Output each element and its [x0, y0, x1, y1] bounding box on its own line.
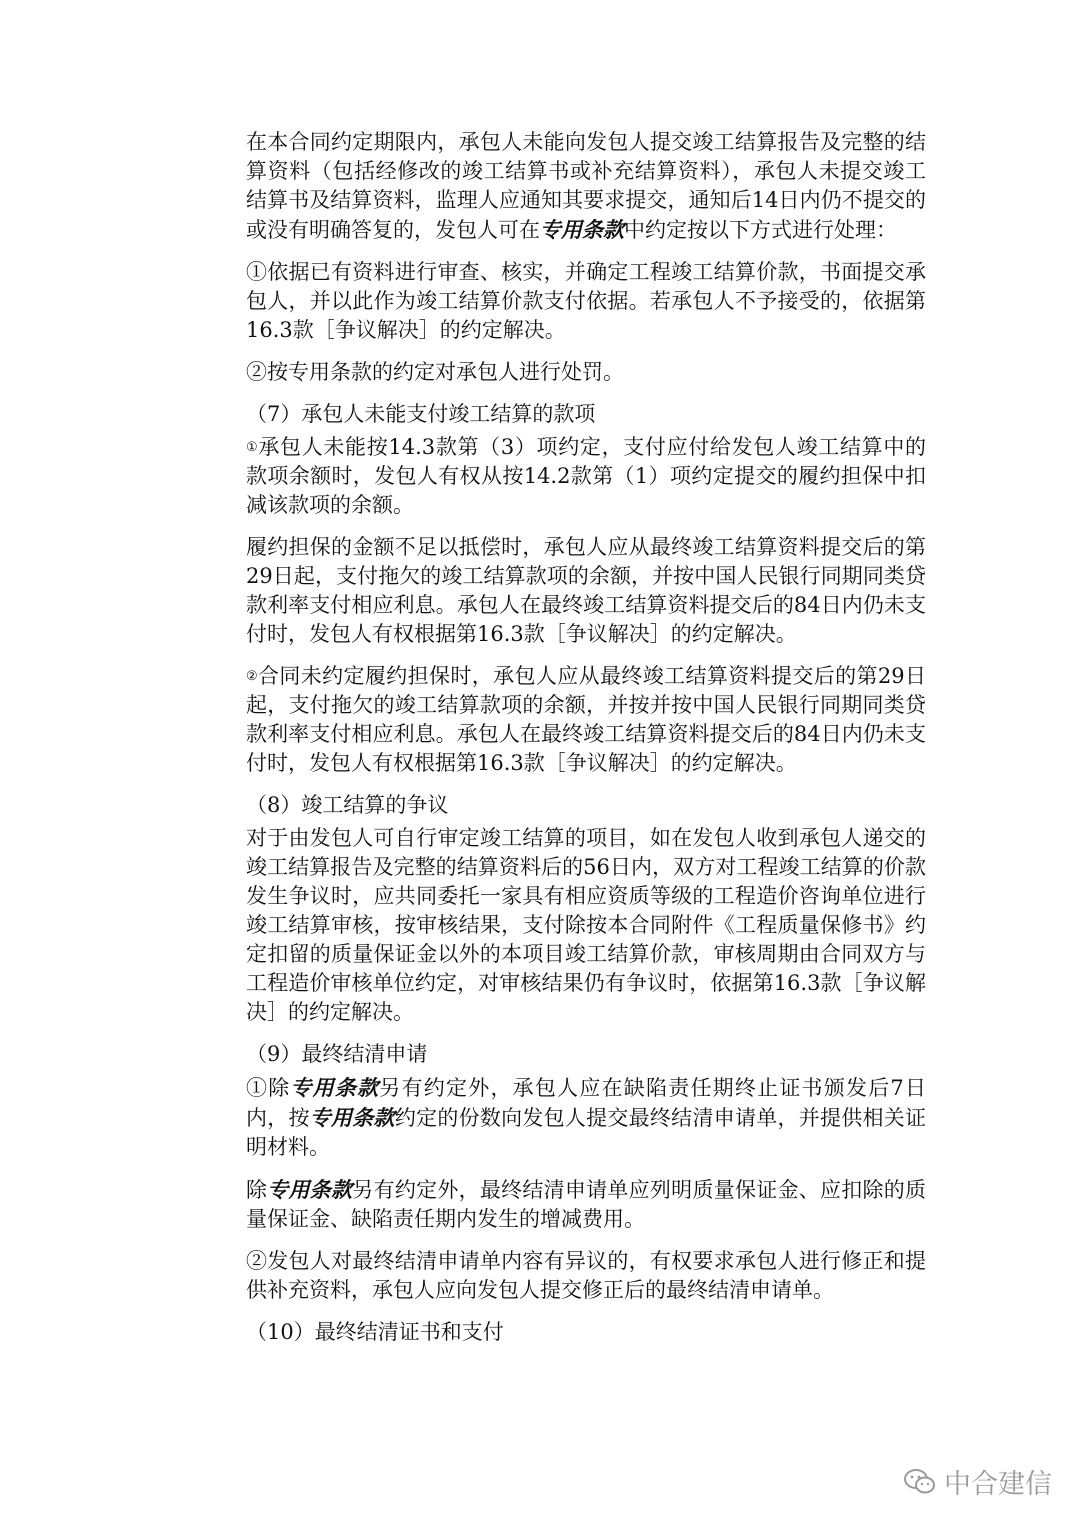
paragraph-1-emphasis: 专用条款	[540, 217, 624, 242]
paragraph-3: ②按专用条款的约定对承包人进行处罚。	[246, 360, 624, 384]
paragraph-1-tail: 中约定按以下方式进行处理：	[624, 218, 897, 242]
paragraph-6-text: 合同未约定履约担保时，承包人应从最终竣工结算资料提交后的第29日起，支付拖欠的竣工结算款项的余额，并按并按中国人民银行同期同类贷款利率支付相应利息。承包人在最终竣工结算资料提交后的84日内仍未支付时，发包人有权根据第16.3款［争议解决］的约定解决。	[246, 664, 926, 775]
paragraph-8-emphasis-2: 专用条款	[309, 1105, 395, 1130]
watermark	[904, 1462, 1052, 1501]
watermark-text: 中合建信	[944, 1469, 1052, 1500]
paragraph-9	[246, 1175, 926, 1234]
paragraph-4-text: 承包人未能按14.3款第（3）项约定，支付应付给发包人竣工结算中的款项余额时，发包人有权从按14.2款第（1）项约定提交的履约担保中扣减该款项的余额。	[246, 435, 927, 517]
paragraph-1	[246, 128, 926, 245]
heading-10: （10）最终结清证书和支付	[246, 1320, 504, 1344]
paragraph-7: 对于由发包人可自行审定竣工结算的项目，如在发包人收到承包人递交的竣工结算报告及完整的结算资料后的56日内，双方对工程竣工结算的价款发生争议时，应共同委托一家具有相应资质等级的工程造价咨询单位进行竣工结算审核，按审核结果，支付除按本合同附件《工程质量保修书》约定扣留的质量保证金以外的本项目竣工结算价款，审核周期由合同双方与工程造价审核单位约定，对审核结果仍有争议时，依据第16.3款［争议解决］的约定解决。	[246, 826, 926, 1024]
paragraph-10: ②发包人对最终结清申请单内容有异议的，有权要求承包人进行修正和提供补充资料，承包人应向发包人提交修正后的最终结清申请单。	[246, 1249, 926, 1302]
document-page	[246, 128, 926, 1351]
paragraph-9-c: 另有约定外，最终结清申请单应列明质量保证金、应扣除的质量保证金、缺陷责任期内发生的增减费用。	[246, 1178, 927, 1231]
heading-7: （7）承包人未能支付竣工结算的款项	[246, 402, 596, 426]
paragraph-5: 履约担保的金额不足以抵偿时，承包人应从最终竣工结算资料提交后的第29日起，支付拖欠的竣工结算款项的余额，并按中国人民银行同期同类贷款利率支付相应利息。承包人在最终竣工结算资料提交后的84日内仍未支付时，发包人有权根据第16.3款［争议解决］的约定解决。	[246, 535, 926, 646]
paragraph-9-emphasis: 专用条款	[267, 1177, 353, 1202]
paragraph-4-mark: ①	[246, 440, 259, 455]
paragraph-8	[246, 1073, 926, 1162]
paragraph-6-mark: ②	[246, 669, 259, 684]
paragraph-8-emphasis-1: 专用条款	[290, 1075, 380, 1100]
paragraph-8-e: 约定的份数向发包人提交最终结清申请单，并提供相关证明材料。	[246, 1106, 927, 1159]
paragraph-9-a: 除	[246, 1178, 268, 1202]
wechat-icon	[904, 1468, 936, 1496]
paragraph-6	[246, 662, 926, 778]
paragraph-8-a: ①除	[246, 1076, 291, 1100]
heading-9: （9）最终结清申请	[246, 1042, 428, 1066]
paragraph-1-text: 在本合同约定期限内，承包人未能向发包人提交竣工结算报告及完整的结算资料（包括经修改的竣工结算书或补充结算资料），承包人未提交竣工结算书及结算资料，监理人应通知其要求提交，通知后14日内仍不提交的或没有明确答复的，发包人可在	[246, 130, 926, 242]
paragraph-4	[246, 433, 926, 520]
paragraph-8-c: 另有约定外，承包人应在缺陷责任期终止证书颁发后7日内，按	[246, 1076, 927, 1130]
heading-8: （8）竣工结算的争议	[246, 793, 449, 817]
paragraph-2: ①依据已有资料进行审查、核实，并确定工程竣工结算价款，书面提交承包人，并以此作为竣工结算价款支付依据。若承包人不予接受的，依据第16.3款［争议解决］的约定解决。	[246, 260, 926, 342]
